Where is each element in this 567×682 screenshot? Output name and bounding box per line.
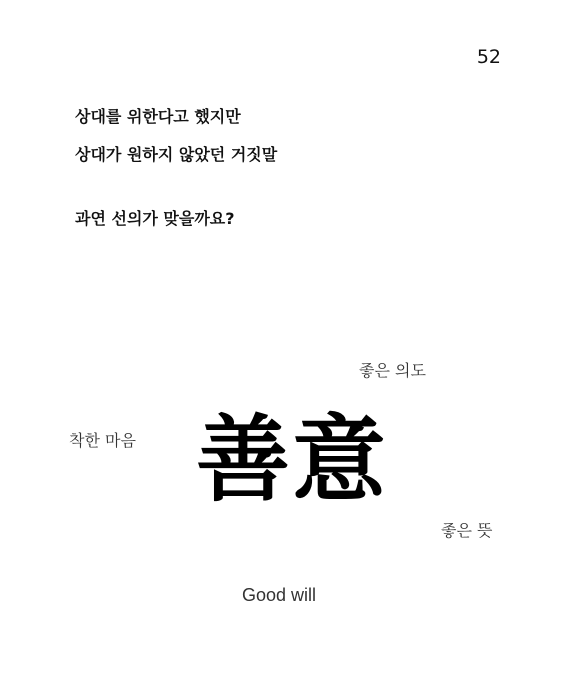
meaning-kind-heart: 착한 마음 [69, 431, 136, 450]
page-number: 52 [476, 46, 501, 68]
question-text: 과연 선의가 맞을까요? [75, 209, 235, 228]
meaning-english: Good will [242, 585, 317, 605]
hanja-term: 善意 [196, 405, 389, 515]
meaning-good-meaning: 좋은 뜻 [441, 521, 493, 540]
intro-line-1: 상대를 위한다고 했지만 [75, 107, 241, 126]
intro-line-2: 상대가 원하지 않았던 거짓말 [75, 145, 278, 164]
meaning-good-intention: 좋은 의도 [359, 361, 426, 380]
intro-text [75, 98, 277, 174]
